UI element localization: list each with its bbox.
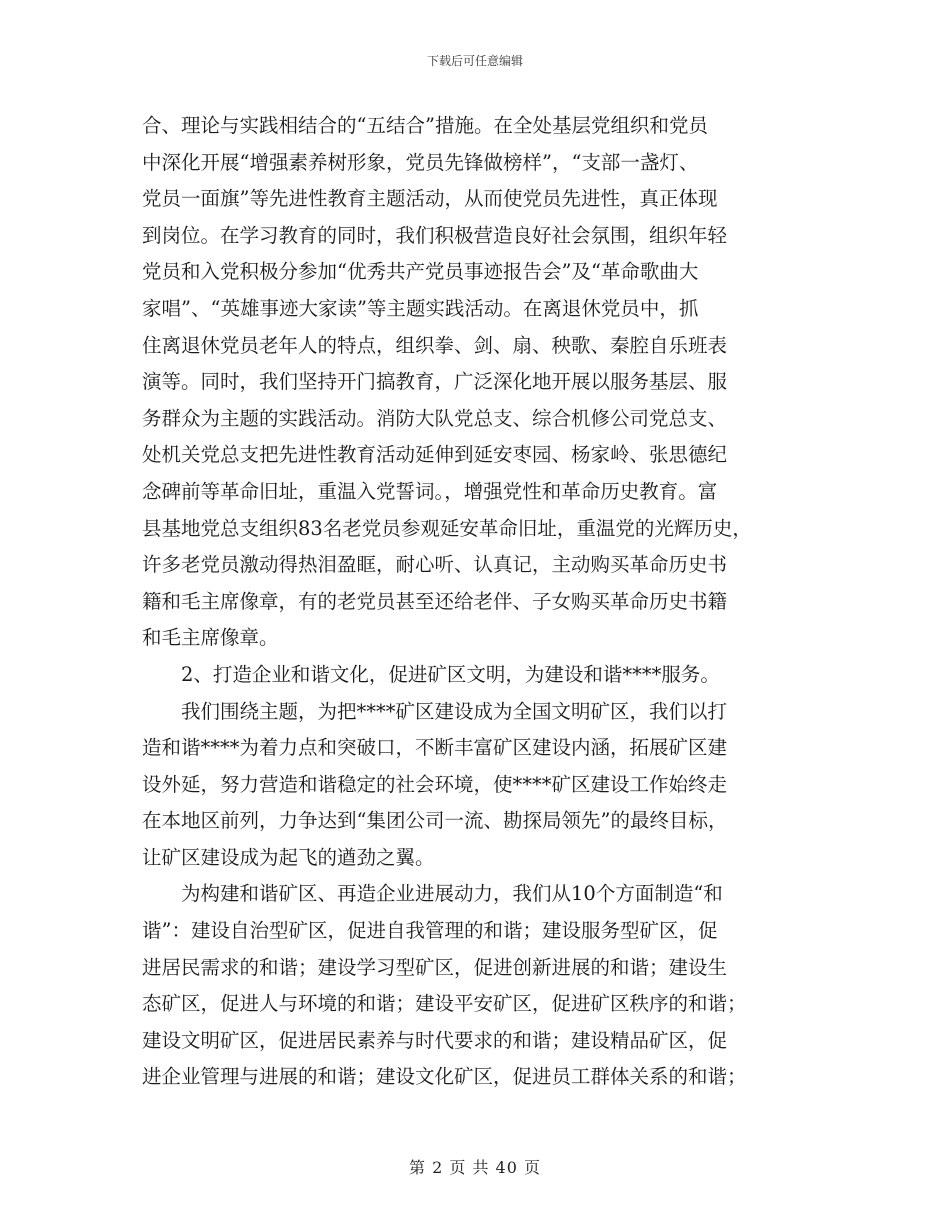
body-line: 我们围绕主题，为把****矿区建设成为全国文明矿区，我们以打: [142, 699, 728, 723]
body-line: 合、理论与实践相结合的“五结合”措施。在全处基层党组织和党员: [142, 114, 708, 137]
body-line: 为构建和谐矿区、再造企业进展动力，我们从10个方面制造“和: [142, 882, 723, 906]
body-line: 演等。同时，我们坚持开门搞教育，广泛深化地开展以服务基层、服: [142, 370, 728, 394]
body-line: 籍和毛主席像章，有的老党员甚至还给老伴、子女购买革命历史书籍: [142, 589, 728, 613]
body-line: 态矿区，促进人与环境的和谐；建设平安矿区，促进矿区秩序的和谐；: [142, 992, 747, 1016]
body-line: 进居民需求的和谐；建设学习型矿区，促进创新进展的和谐；建设生: [142, 955, 728, 979]
body-line: 住离退休党员老年人的特点，组织拳、剑、扇、秧歌、秦腔自乐班表: [142, 333, 728, 357]
body-line: 党员一面旗”等先进性教育主题活动，从而使党员先进性，真正体现: [142, 187, 718, 211]
body-line: 谐”：建设自治型矿区，促进自我管理的和谐；建设服务型矿区，促: [142, 919, 718, 943]
page-header: 下载后可任意编辑: [426, 54, 523, 68]
section-heading: 2、打造企业和谐文化，促进矿区文明，为建设和谐****服务。: [142, 662, 720, 686]
body-line: 县基地党总支组织83名老党员参观延安革命旧址，重温党的光辉历史，: [142, 516, 752, 540]
body-line: 中深化开展“增强素养树形象，党员先锋做榜样”，“支部一盏灯、: [142, 150, 699, 174]
body-line: 党员和入党积极分参加“优秀共产党员事迹报告会”及“革命歌曲大: [142, 260, 699, 284]
body-line: 造和谐****为着力点和突破口，不断丰富矿区建设内涵，拓展矿区建: [142, 736, 728, 760]
body-line: 许多老党员激动得热泪盈眶，耐心听、认真记，主动购买革命历史书: [142, 553, 728, 577]
body-line: 念碑前等革命旧址，重温入党誓词。，增强党性和革命历史教育。富: [142, 479, 718, 503]
body-line: 家唱”、“英雄事迹大家读”等主题实践活动。在离退休党员中，抓: [142, 296, 699, 320]
body-line: 设外延，努力营造和谐稳定的社会环境，使****矿区建设工作始终走: [142, 772, 728, 796]
body-line: 让矿区建设成为起飞的遒劲之翼。: [142, 845, 435, 869]
body-line: 处机关党总支把先进性教育活动延伸到延安枣园、杨家岭、张思德纪: [142, 443, 728, 467]
body-line: 到岗位。在学习教育的同时，我们积极营造良好社会氛围，组织年轻: [142, 223, 728, 247]
page-number-footer: 第 2 页 共 40 页: [409, 1158, 541, 1177]
body-line: 在本地区前列，力争达到“集团公司一流、勘探局领先”的最终目标，: [142, 809, 728, 833]
body-line: 进企业管理与进展的和谐；建设文化矿区，促进员工群体关系的和谐；: [142, 1065, 747, 1089]
body-line: 和毛主席像章。: [142, 626, 279, 650]
body-line: 建设文明矿区，促进居民素养与时代要求的和谐；建设精品矿区，促: [142, 1028, 728, 1052]
document-body: [142, 108, 808, 1096]
body-line: 务群众为主题的实践活动。消防大队党总支、综合机修公司党总支、: [142, 406, 728, 430]
